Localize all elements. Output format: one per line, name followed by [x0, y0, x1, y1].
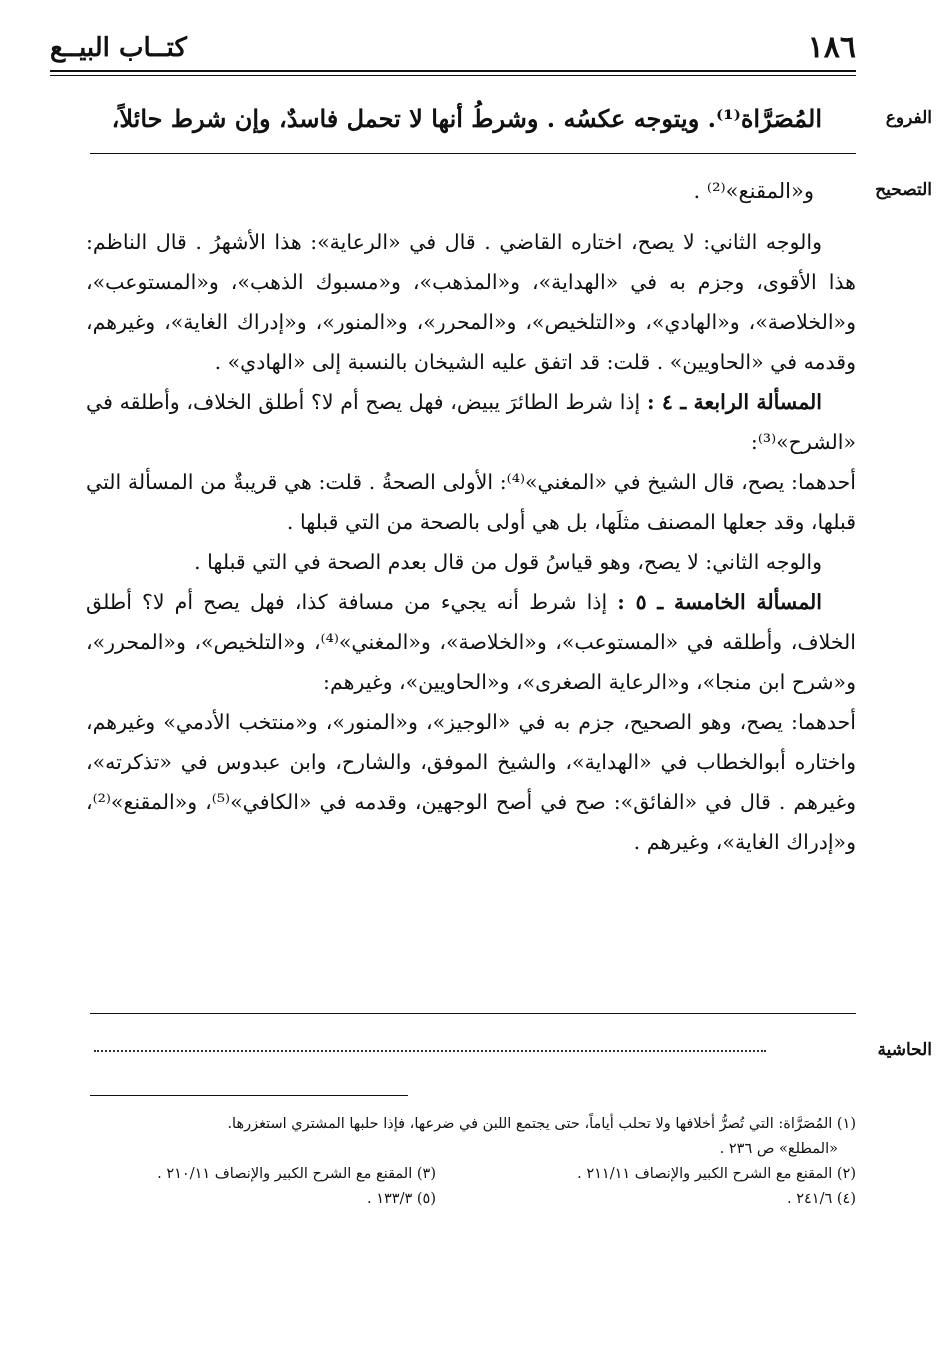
footnote-3: (٣) المقنع مع الشرح الكبير والإنصاف ٢١٠/١١ . [157, 1166, 436, 1182]
page-header [50, 30, 856, 66]
header-rule [50, 70, 856, 72]
footnote-row [86, 1112, 856, 1137]
furu-rule [90, 153, 856, 154]
footnote-4: (٤) ٢٤١/٦ . [786, 1191, 856, 1207]
masala-5-paragraph [86, 582, 856, 702]
footnote-1-cont: «المطلع» ص ٢٣٦ . [719, 1141, 838, 1157]
footnote-row [86, 1137, 856, 1162]
footnote-5: (٥) ١٣٣/٣ . [366, 1191, 436, 1207]
masala-4-text: إذا شرط الطائرَ يبيض، فهل يصح أم لا؟ أطلق الخلاف، وأطلقه في «الشرح»⁽³⁾: [86, 390, 856, 454]
paragraph: والوجه الثاني: لا يصح، اختاره القاضي . قال في «الرعاية»: هذا الأشهرُ . قال الناظم: هذا الأقوى، وجزم به في «الهداية»، و«المذهب»، و«مسبوك الذهب»، و«المستوعب»، و«الخلاصة»، و«الهادي»، و«التلخيص»، و«المحرر»، و«المنور»، و«إدراك الغاية»، وغيرهم، وقدمه في «الحاويين» . قلت: قد اتفق عليه الشيخان بالنسبة إلى «الهادي» . [86, 230, 856, 374]
furu-label: الفروع [885, 108, 932, 128]
hashiya-dotted-line [94, 1050, 766, 1052]
masala-5-heading: المسألة الخامسة ـ ٥ : [617, 590, 822, 614]
footnote-rule [90, 1095, 408, 1096]
footnote-row [86, 1162, 856, 1187]
masala-4-heading: المسألة الرابعة ـ ٤ : [646, 390, 822, 414]
tashih-rule [90, 1013, 856, 1014]
page-number: ١٨٦ [807, 30, 856, 65]
footnotes [86, 1112, 856, 1212]
tashih-body [86, 222, 856, 862]
footnote-1: (١) المُصَرَّاة: التي تُصرُّ أخلافها ولا تحلب أياماً، حتى يجتمع اللبن في ضرعها، فإذا حلبها المشتري استغزرها. [227, 1116, 856, 1132]
footnote-row [86, 1187, 856, 1212]
tashih-first-line: و«المقنع»⁽²⁾ . [693, 179, 814, 203]
tashih-label: التصحيح [875, 180, 932, 200]
hashiya-label: الحاشية [877, 1040, 932, 1060]
paragraph: أحدهما: يصح، قال الشيخ في «المغني»⁽⁴⁾: الأولى الصحةُ . قلت: هي قريبةٌ من المسألة التي قبلها، وقد جعلها المصنف مثلَها، بل هي أولى بالصحة من التي قبلها . [86, 470, 856, 534]
book-title: كتــاب البيــع [50, 33, 187, 63]
furu-text: المُصَرَّاة⁽¹⁾. ويتوجه عكسُه . وشرطُ أنها لا تحمل فاسدٌ، وإن شرط حائلاً، [111, 104, 822, 133]
paragraph: والوجه الثاني: لا يصح، وهو قياسُ قول من قال بعدم الصحة في التي قبلها . [194, 550, 822, 574]
header-rule-thin [50, 75, 856, 76]
paragraph: أحدهما: يصح، وهو الصحيح، جزم به في «الوجيز»، و«المنور»، و«منتخب الأدمي» وغيرهم، واختاره أبوالخطاب في «الهداية»، والشيخ الموفق، والشارح، وابن عبدوس في «تذكرته»، وغيرهم . قال في «الفائق»: صح في أصح الوجهين، وقدمه في «الكافي»⁽⁵⁾، و«المقنع»⁽²⁾، و«إدراك الغاية»، وغيرهم . [86, 710, 857, 854]
footnote-2: (٢) المقنع مع الشرح الكبير والإنصاف ٢١١/١١ . [577, 1166, 856, 1182]
masala-4-paragraph [86, 382, 856, 462]
masala-5-text: إذا شرط أنه يجيء من مسافة كذا، فهل يصح أم لا؟ أطلق الخلاف، وأطلقه في «المستوعب»، و«الخلاصة»، و«المغني»⁽⁴⁾، و«التلخيص»، و«المحرر»، و«شرح ابن منجا»، و«الرعاية الصغرى»، و«الحاويين»، وغيرهم: [86, 590, 856, 694]
